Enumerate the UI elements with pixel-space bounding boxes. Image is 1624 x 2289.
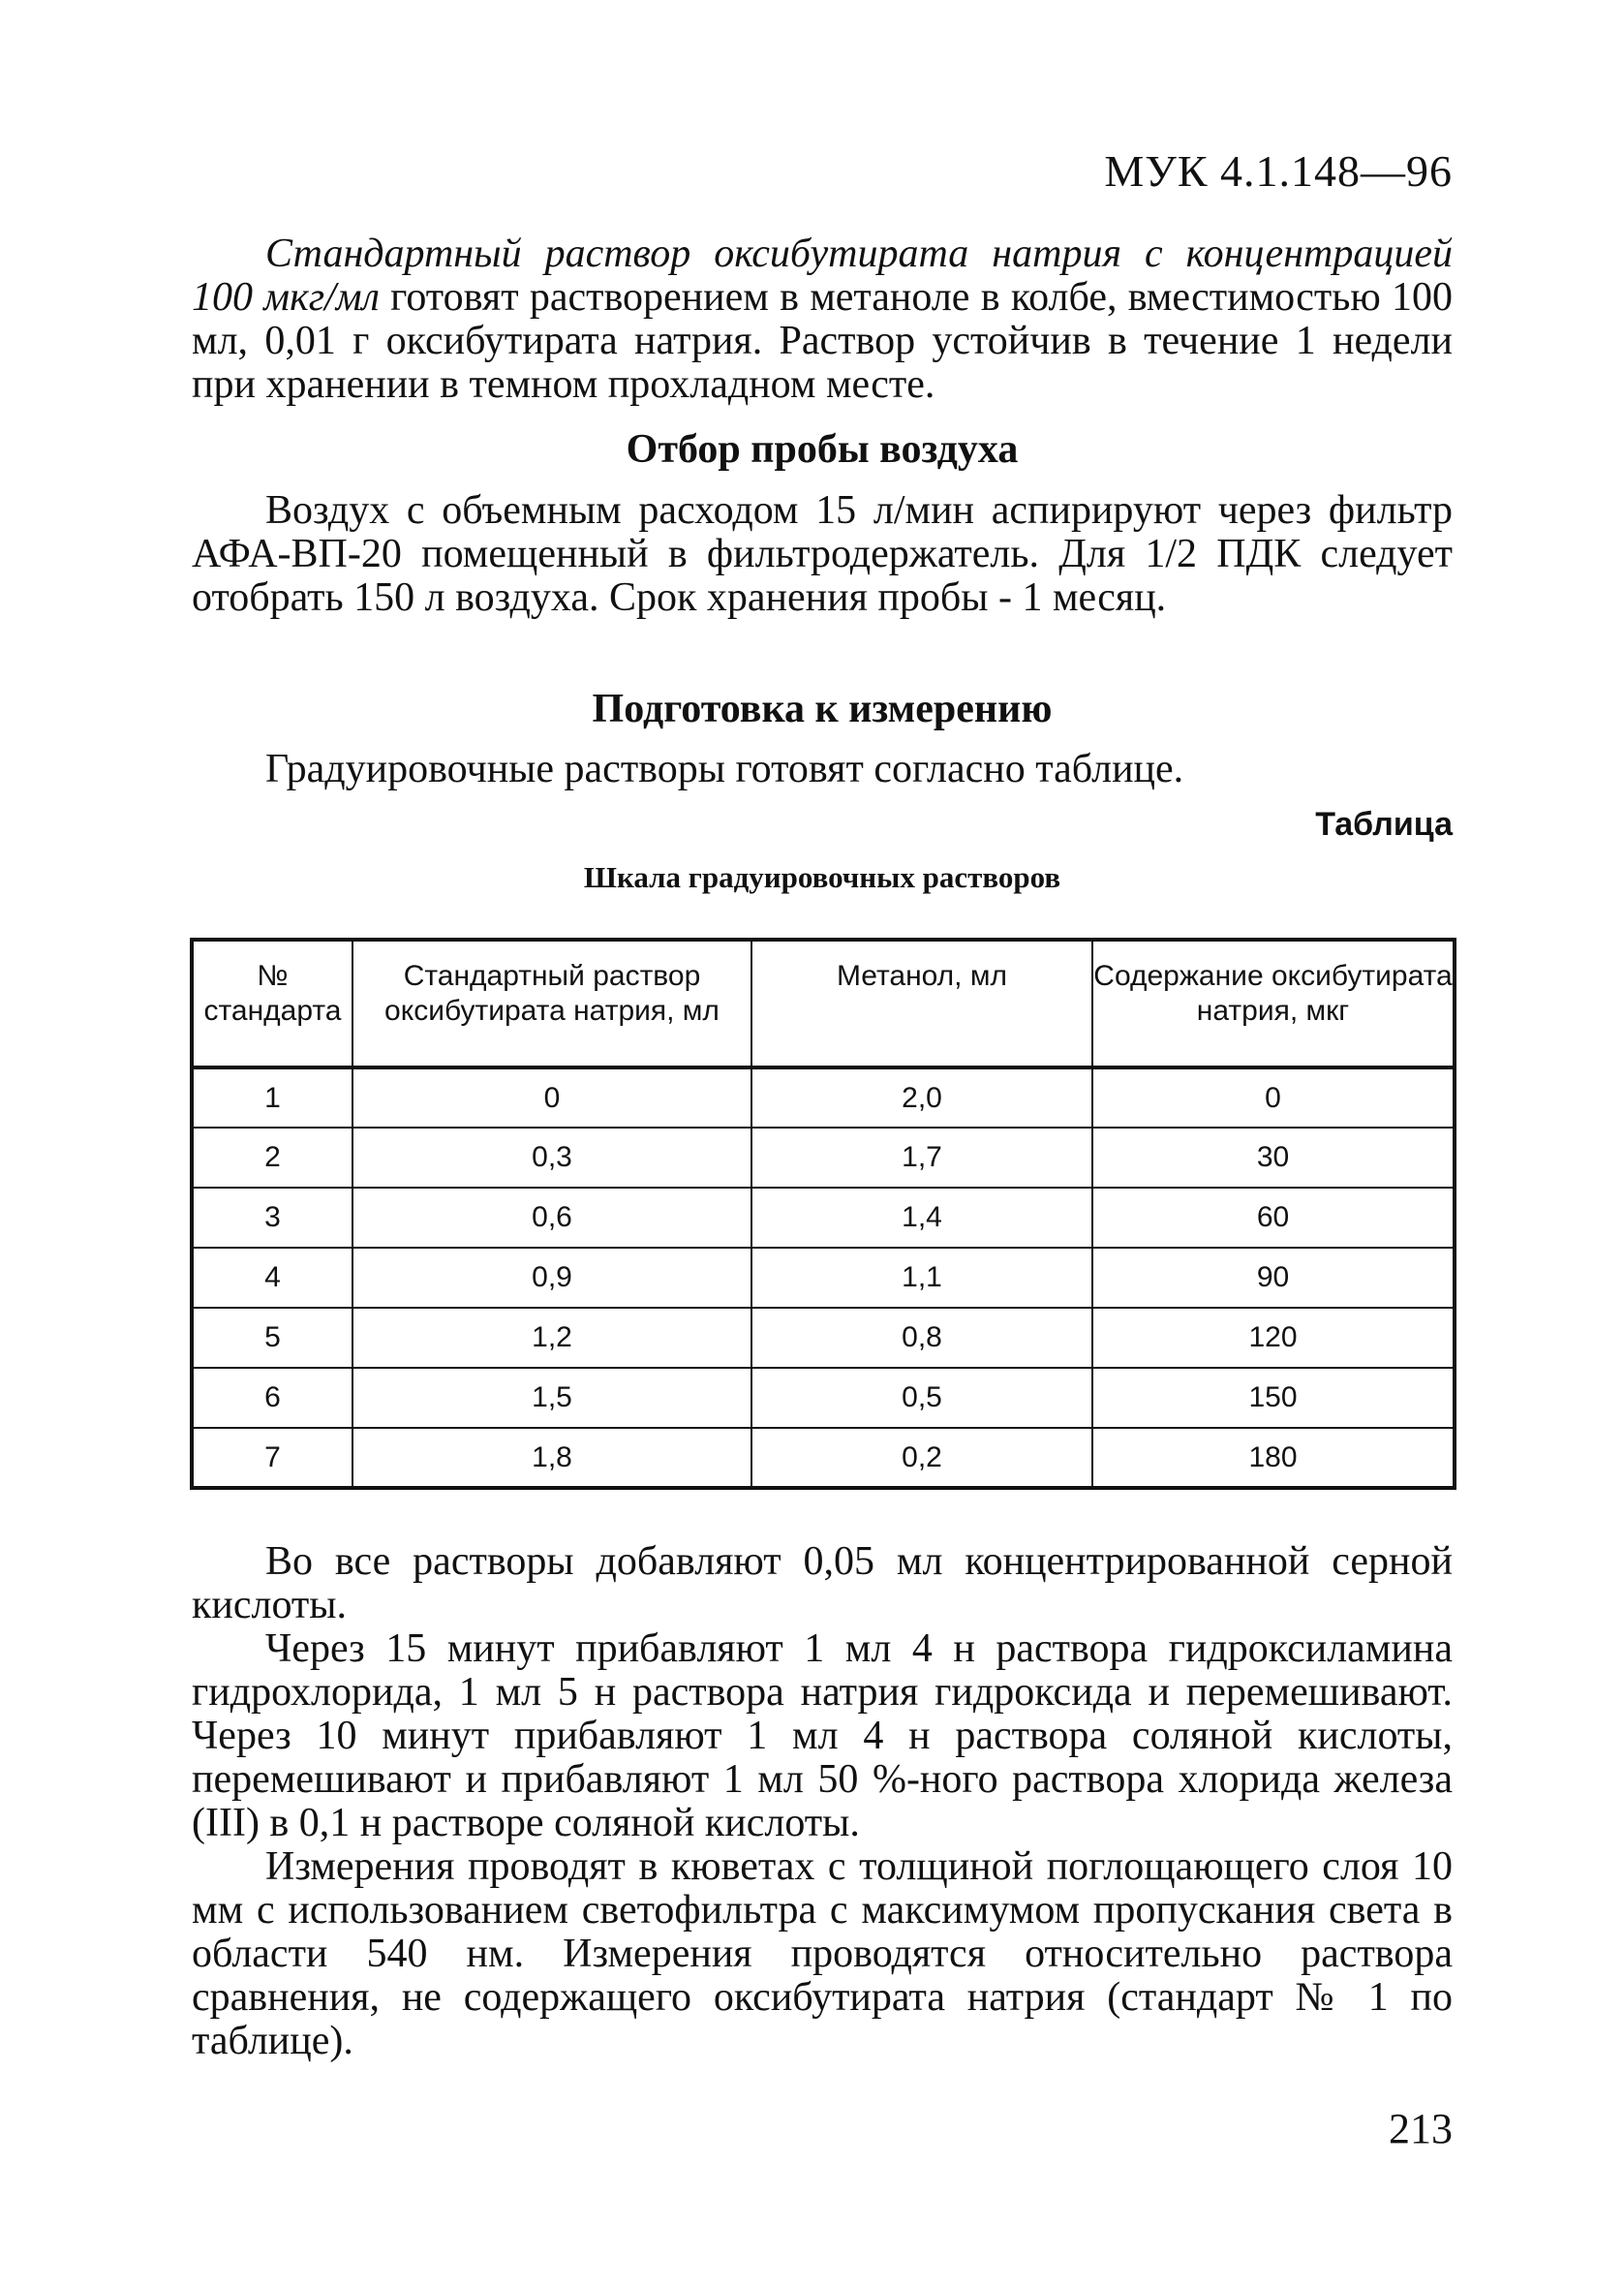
table-header-row <box>192 940 1455 1067</box>
cell-methanol: 1,4 <box>751 1188 1092 1248</box>
cell-content: 0 <box>1092 1067 1455 1128</box>
cell-content: 90 <box>1092 1248 1455 1308</box>
table-label: Таблица <box>1315 806 1453 843</box>
calibration-table <box>190 938 1456 1490</box>
page-number: 213 <box>1389 2105 1453 2152</box>
cell-standard-number: 7 <box>192 1428 352 1488</box>
table-row <box>192 1428 1455 1488</box>
header-standard-number: № стандарта <box>192 940 352 1067</box>
cell-methanol: 2,0 <box>751 1067 1092 1128</box>
cell-content: 180 <box>1092 1428 1455 1488</box>
header-content: Содержание оксибутирата натрия, мкг <box>1092 940 1455 1067</box>
cell-standard-solution: 1,8 <box>352 1428 751 1488</box>
air-sampling-text: Воздух с объемным расходом 15 л/мин аспирируют через фильтр АФА-ВП-20 помещенный в фильтродержатель. Для 1/2 ПДК следует отобрать 150 л воздуха. Срок хранения пробы - 1 месяц. <box>192 488 1453 620</box>
intro-text: готовят растворением в метаноле в колбе, вместимостью 100 мл, 0,01 г оксибутирата натрия. Раствор устойчив в течение 1 недели при хранении в темном прохладном месте. <box>192 275 1453 407</box>
cell-standard-number: 1 <box>192 1067 352 1128</box>
table-row <box>192 1368 1455 1428</box>
table-row <box>192 1248 1455 1308</box>
cell-methanol: 0,5 <box>751 1368 1092 1428</box>
document-code: МУК 4.1.148—96 <box>1104 146 1453 196</box>
cell-standard-solution: 1,2 <box>352 1308 751 1368</box>
preparation-paragraph <box>192 748 1453 791</box>
header-methanol: Метанол, мл <box>751 940 1092 1067</box>
table-row <box>192 1308 1455 1368</box>
intro-paragraph <box>192 232 1453 407</box>
cell-methanol: 1,1 <box>751 1248 1092 1308</box>
paragraph-measurement: Измерения проводят в кюветах с толщиной поглощающего слоя 10 мм с использованием светофильтра с максимумом пропускания света в области 540 нм. Измерения проводятся относительно раствора сравнения, не содержащего оксибутирата натрия (стандарт № 1 по таблице). <box>192 1844 1453 2063</box>
cell-content: 150 <box>1092 1368 1455 1428</box>
paragraph-reagents: Через 15 минут прибавляют 1 мл 4 н раствора гидроксиламина гидрохлорида, 1 мл 5 н раствора натрия гидроксида и перемешивают. Через 10 минут прибавляют 1 мл 4 н раствора соляной кислоты, перемешивают и прибавляют 1 мл 50 %-ного раствора хлорида железа (III) в 0,1 н растворе соляной кислоты. <box>192 1626 1453 1845</box>
air-sampling-paragraph <box>192 489 1453 620</box>
cell-standard-solution: 0,6 <box>352 1188 751 1248</box>
section-title-preparation: Подготовка к измерению <box>592 687 1053 731</box>
cell-standard-solution: 1,5 <box>352 1368 751 1428</box>
table-caption: Шкала градуировочных растворов <box>583 860 1061 894</box>
preparation-text: Градуировочные растворы готовят согласно таблице. <box>265 747 1184 791</box>
section-title-air-sampling: Отбор пробы воздуха <box>626 427 1019 472</box>
cell-standard-number: 3 <box>192 1188 352 1248</box>
intro-italic-lead: Стандартный раствор оксибутирата натрия с концентрацией 100 мкг/мл <box>192 232 1453 320</box>
cell-content: 30 <box>1092 1128 1455 1188</box>
cell-content: 120 <box>1092 1308 1455 1368</box>
cell-standard-number: 4 <box>192 1248 352 1308</box>
cell-standard-number: 2 <box>192 1128 352 1188</box>
after-table-text <box>192 1540 1453 2063</box>
cell-standard-number: 6 <box>192 1368 352 1428</box>
cell-methanol: 1,7 <box>751 1128 1092 1188</box>
header-standard-solution: Стандартный раствор оксибутирата натрия, мл <box>352 940 751 1067</box>
cell-methanol: 0,8 <box>751 1308 1092 1368</box>
cell-standard-solution: 0 <box>352 1067 751 1128</box>
table-row <box>192 1188 1455 1248</box>
paragraph-acid: Во все растворы добавляют 0,05 мл концентрированной серной кислоты. <box>192 1539 1453 1627</box>
cell-content: 60 <box>1092 1188 1455 1248</box>
table-row <box>192 1128 1455 1188</box>
cell-standard-solution: 0,9 <box>352 1248 751 1308</box>
cell-standard-number: 5 <box>192 1308 352 1368</box>
table-row <box>192 1067 1455 1128</box>
cell-standard-solution: 0,3 <box>352 1128 751 1188</box>
cell-methanol: 0,2 <box>751 1428 1092 1488</box>
